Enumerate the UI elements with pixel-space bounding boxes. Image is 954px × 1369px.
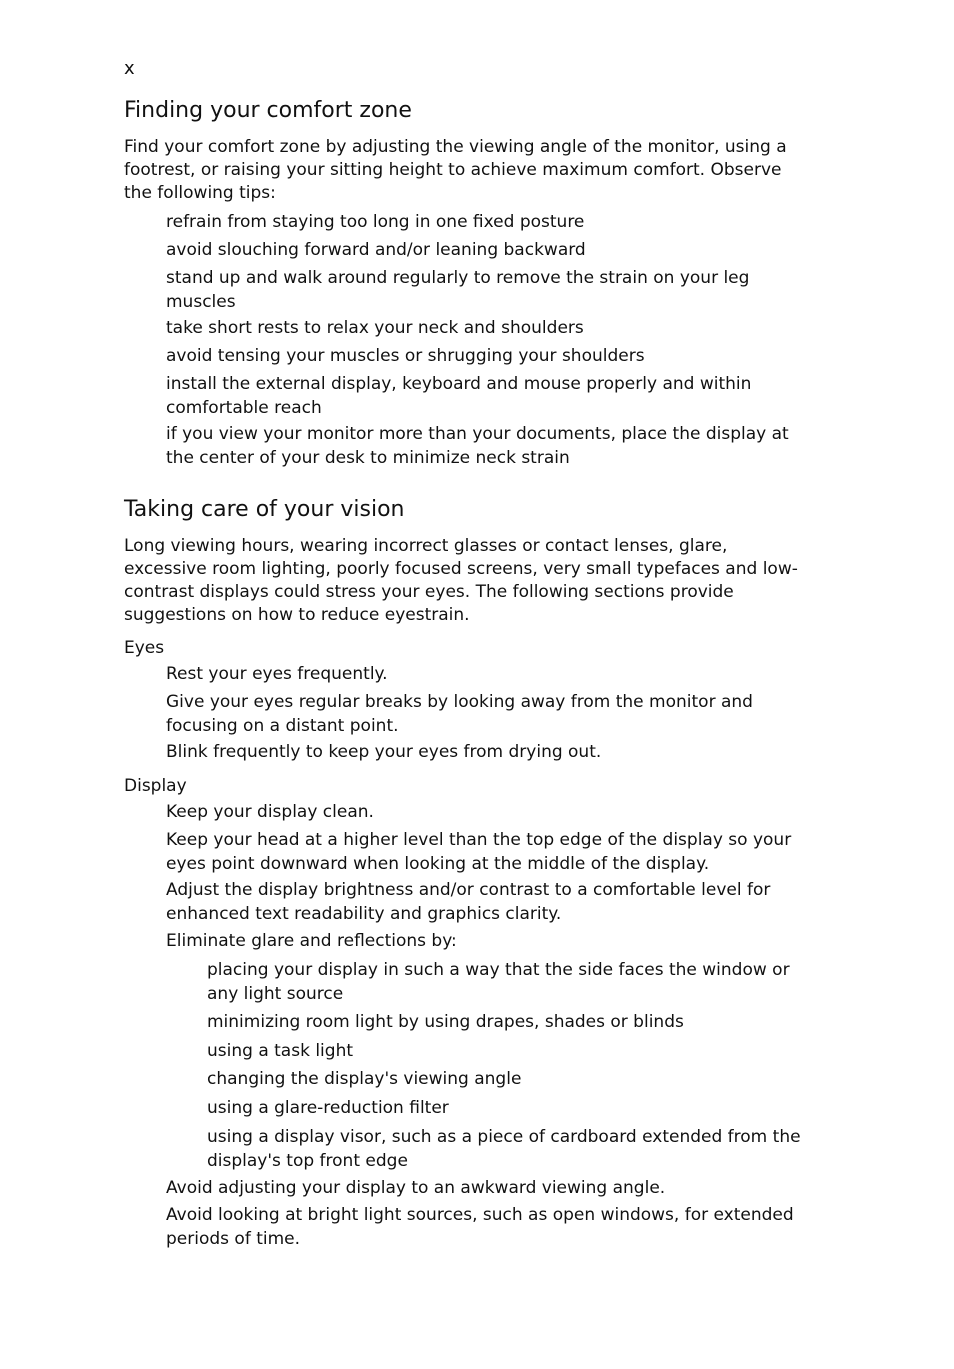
- glare-item: using a display visor, such as a piece of cardboard extended from the display's top front edge: [207, 1127, 801, 1171]
- display-final-item: Avoid looking at bright light sources, such as open windows, for extended periods of time.: [166, 1205, 794, 1249]
- display-item: Keep your head at a higher level than the top edge of the display so your eyes point downward when looking at the middle of the display.: [166, 830, 792, 874]
- comfort-tip: avoid slouching forward and/or leaning backward: [166, 240, 586, 260]
- comfort-tip: install the external display, keyboard and mouse properly and within comfortable reach: [166, 374, 752, 418]
- comfort-tip: avoid tensing your muscles or shrugging your shoulders: [166, 346, 645, 366]
- comfort-intro: Find your comfort zone by adjusting the viewing angle of the monitor, using a footrest, or raising your sitting height to achieve maximum comfort. Observe the following tips:: [124, 137, 787, 203]
- glare-item: placing your display in such a way that the side faces the window or any light source: [207, 960, 790, 1004]
- glare-item: minimizing room light by using drapes, shades or blinds: [207, 1012, 684, 1032]
- comfort-tip: if you view your monitor more than your documents, place the display at the center of your desk to minimize neck strain: [166, 424, 789, 468]
- heading-vision: Taking care of your vision: [124, 497, 405, 522]
- display-item: Adjust the display brightness and/or contrast to a comfortable level for enhanced text readability and graphics clarity.: [166, 880, 771, 924]
- display-label: Display: [124, 776, 187, 796]
- eyes-item: Rest your eyes frequently.: [166, 664, 388, 684]
- glare-item: using a task light: [207, 1041, 354, 1061]
- glare-item: changing the display's viewing angle: [207, 1069, 522, 1089]
- eyes-item: Blink frequently to keep your eyes from drying out.: [166, 742, 602, 762]
- glare-item: using a glare-reduction filter: [207, 1098, 449, 1118]
- comfort-tip: refrain from staying too long in one fixed posture: [166, 212, 585, 232]
- display-item: Eliminate glare and reflections by:: [166, 931, 457, 951]
- eyes-item: Give your eyes regular breaks by looking away from the monitor and focusing on a distant point.: [166, 692, 753, 736]
- comfort-tip: take short rests to relax your neck and shoulders: [166, 318, 584, 338]
- page-number: x: [124, 58, 135, 79]
- vision-intro: Long viewing hours, wearing incorrect glasses or contact lenses, glare, excessive room lighting, poorly focused screens, very small typefaces and low-contrast displays could stress your eyes. The following sections provide suggestions on how to reduce eyestrain.: [124, 536, 798, 625]
- comfort-tip: stand up and walk around regularly to remove the strain on your leg muscles: [166, 268, 750, 312]
- display-item: Keep your display clean.: [166, 802, 374, 822]
- heading-comfort-zone: Finding your comfort zone: [124, 98, 412, 123]
- eyes-label: Eyes: [124, 638, 165, 658]
- display-final-item: Avoid adjusting your display to an awkward viewing angle.: [166, 1178, 666, 1198]
